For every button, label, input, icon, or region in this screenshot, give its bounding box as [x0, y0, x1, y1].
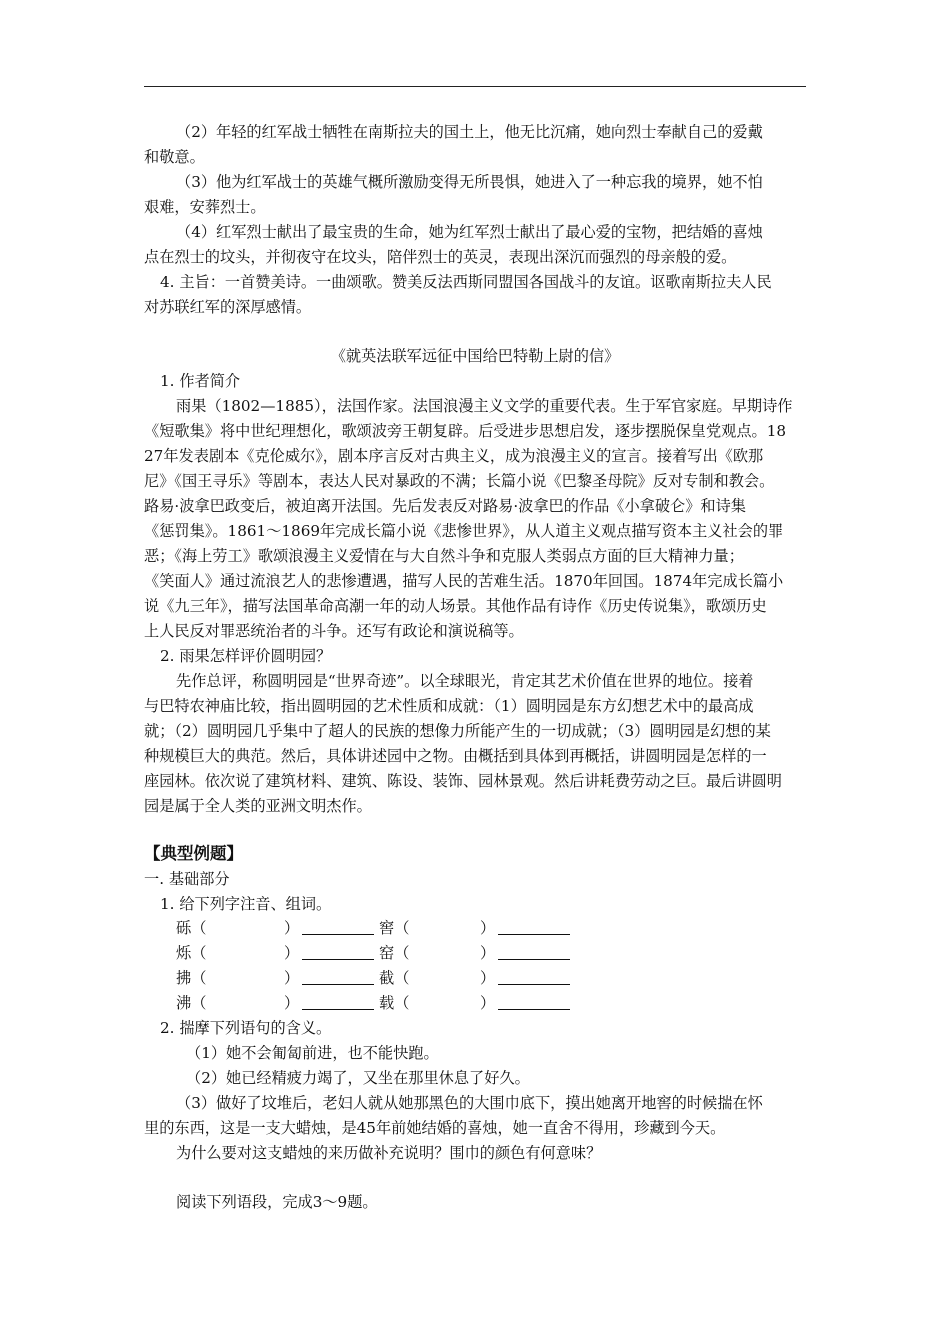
author-line: 《短歌集》将中世纪理想化，歌颂波旁王朝复辟。后受进步思想启发，逐步摆脱保皇党观点。18: [144, 422, 787, 440]
paren-close: ）: [480, 919, 496, 937]
answer-blank[interactable]: [498, 995, 570, 1010]
question-1-heading: 1. 给下列字注音、组词。: [160, 895, 332, 913]
letter-title: 《就英法联军远征中国给巴特勒上尉的信》: [330, 347, 620, 365]
reading-instruction: 阅读下列语段，完成3～9题。: [176, 1193, 378, 1211]
paragraph-line: 和敬意。: [144, 148, 205, 166]
paragraph-line: （4）红军烈士献出了最宝贵的生命，她为红军烈士献出了最心爱的宝物，把结婚的喜烛: [176, 223, 763, 241]
question-2-item: （1）她不会匍匐前进，也不能快跑。: [186, 1044, 439, 1062]
yuanmingyuan-line: 先作总评，称圆明园是“世界奇迹”。以全球眼光，肯定其艺术价值在世界的地位。接着: [176, 672, 754, 690]
yuanmingyuan-line: 园是属于全人类的亚洲文明杰作。: [144, 797, 372, 815]
yuanmingyuan-line: 就；（2）圆明园几乎集中了超人的民族的想像力所能产生的一切成就；（3）圆明园是幻想的某: [144, 722, 771, 740]
answer-blank[interactable]: [498, 970, 570, 985]
yuanmingyuan-line: 种规模巨大的典范。然后，具体讲述园中之物。由概括到具体到再概括，讲圆明园是怎样的一: [144, 747, 767, 765]
paren-close: ）: [480, 994, 496, 1012]
question-2-item: （2）她已经精疲力竭了，又坐在那里休息了好久。: [186, 1069, 530, 1087]
paren-close: ）: [284, 944, 300, 962]
author-line: 恶；《海上劳工》歌颂浪漫主义爱情在与大自然斗争和克服人类弱点方面的巨大精神力量；: [144, 547, 744, 565]
paragraph-line: 艰难，安葬烈士。: [144, 198, 266, 216]
paren-close: ）: [284, 969, 300, 987]
header-rule: [144, 86, 806, 87]
char-prompt: 载（: [379, 994, 410, 1012]
char-prompt: 沸（: [176, 994, 207, 1012]
answer-blank[interactable]: [498, 920, 570, 935]
char-prompt: 窑（: [379, 944, 410, 962]
answer-blank[interactable]: [302, 920, 374, 935]
section-heading: 【典型例题】: [144, 844, 243, 863]
paragraph-line: （2）年轻的红军战士牺牲在南斯拉夫的国土上，他无比沉痛，她向烈士奉献自己的爱戴: [176, 123, 763, 141]
paragraph-line: 点在烈士的坟头，并彻夜守在坟头，陪伴烈士的英灵，表现出深沉而强烈的母亲般的爱。: [144, 248, 737, 266]
author-line: 27年发表剧本《克伦威尔》，剧本序言反对古典主义，成为浪漫主义的宣言。接着写出《欧那: [144, 447, 764, 465]
author-line: 上人民反对罪恶统治者的斗争。还写有政论和演说稿等。: [144, 622, 524, 640]
author-line: 尼》《国王寻乐》等剧本，表达人民对暴政的不满；长篇小说《巴黎圣母院》反对专制和教会。: [144, 472, 775, 490]
char-prompt: 烁（: [176, 944, 207, 962]
paren-close: ）: [284, 994, 300, 1012]
answer-blank[interactable]: [302, 970, 374, 985]
answer-blank[interactable]: [302, 945, 374, 960]
author-heading: 1. 作者简介: [160, 372, 241, 390]
paren-close: ）: [480, 969, 496, 987]
char-prompt: 拂（: [176, 969, 207, 987]
char-prompt: 砾（: [176, 919, 207, 937]
char-prompt: 截（: [379, 969, 410, 987]
paren-close: ）: [284, 919, 300, 937]
question-2-heading: 2. 揣摩下列语句的含义。: [160, 1019, 332, 1037]
theme-line: 4. 主旨：一首赞美诗。一曲颂歌。赞美反法西斯同盟国各国战斗的友谊。讴歌南斯拉夫人民: [160, 273, 772, 291]
yuanmingyuan-heading: 2. 雨果怎样评价圆明园？: [160, 647, 332, 665]
paren-close: ）: [480, 944, 496, 962]
answer-blank[interactable]: [498, 945, 570, 960]
answer-blank[interactable]: [302, 995, 374, 1010]
question-2-item: （3）做好了坟堆后，老妇人就从她那黑色的大围巾底下，摸出她离开地窖的时候揣在怀: [176, 1094, 763, 1112]
author-line: 雨果（1802—1885），法国作家。法国浪漫主义文学的重要代表。生于军官家庭。早期诗作: [176, 397, 793, 415]
question-2-item: 里的东西，这是一支大蜡烛，是45年前她结婚的喜烛，她一直舍不得用，珍藏到今天。: [144, 1119, 726, 1137]
yuanmingyuan-line: 座园林。依次说了建筑材料、建筑、陈设、装饰、园林景观。然后讲耗费劳动之巨。最后讲圆明: [144, 772, 782, 790]
question-2-prompt: 为什么要对这支蜡烛的来历做补充说明？围巾的颜色有何意味？: [176, 1144, 602, 1162]
theme-line: 对苏联红军的深厚感情。: [144, 298, 312, 316]
author-line: 路易·波拿巴政变后，被迫离开法国。先后发表反对路易·波拿巴的作品《小拿破仑》和诗集: [144, 497, 746, 515]
paragraph-line: （3）他为红军战士的英雄气概所激励变得无所畏惧，她进入了一种忘我的境界，她不怕: [176, 173, 763, 191]
yuanmingyuan-line: 与巴特农神庙比较，指出圆明园的艺术性质和成就：（1）圆明园是东方幻想艺术中的最高成: [144, 697, 754, 715]
author-line: 说《九三年》，描写法国革命高潮一年的动人场景。其他作品有诗作《历史传说集》，歌颂历史: [144, 597, 767, 615]
part-heading: 一. 基础部分: [144, 870, 230, 888]
author-line: 《惩罚集》。1861～1869年完成长篇小说《悲惨世界》，从人道主义观点描写资本主义社会的罪: [144, 522, 784, 540]
author-line: 《笑面人》通过流浪艺人的悲惨遭遇，描写人民的苦难生活。1870年回国。1874年完成长篇小: [144, 572, 784, 590]
char-prompt: 窖（: [379, 919, 410, 937]
